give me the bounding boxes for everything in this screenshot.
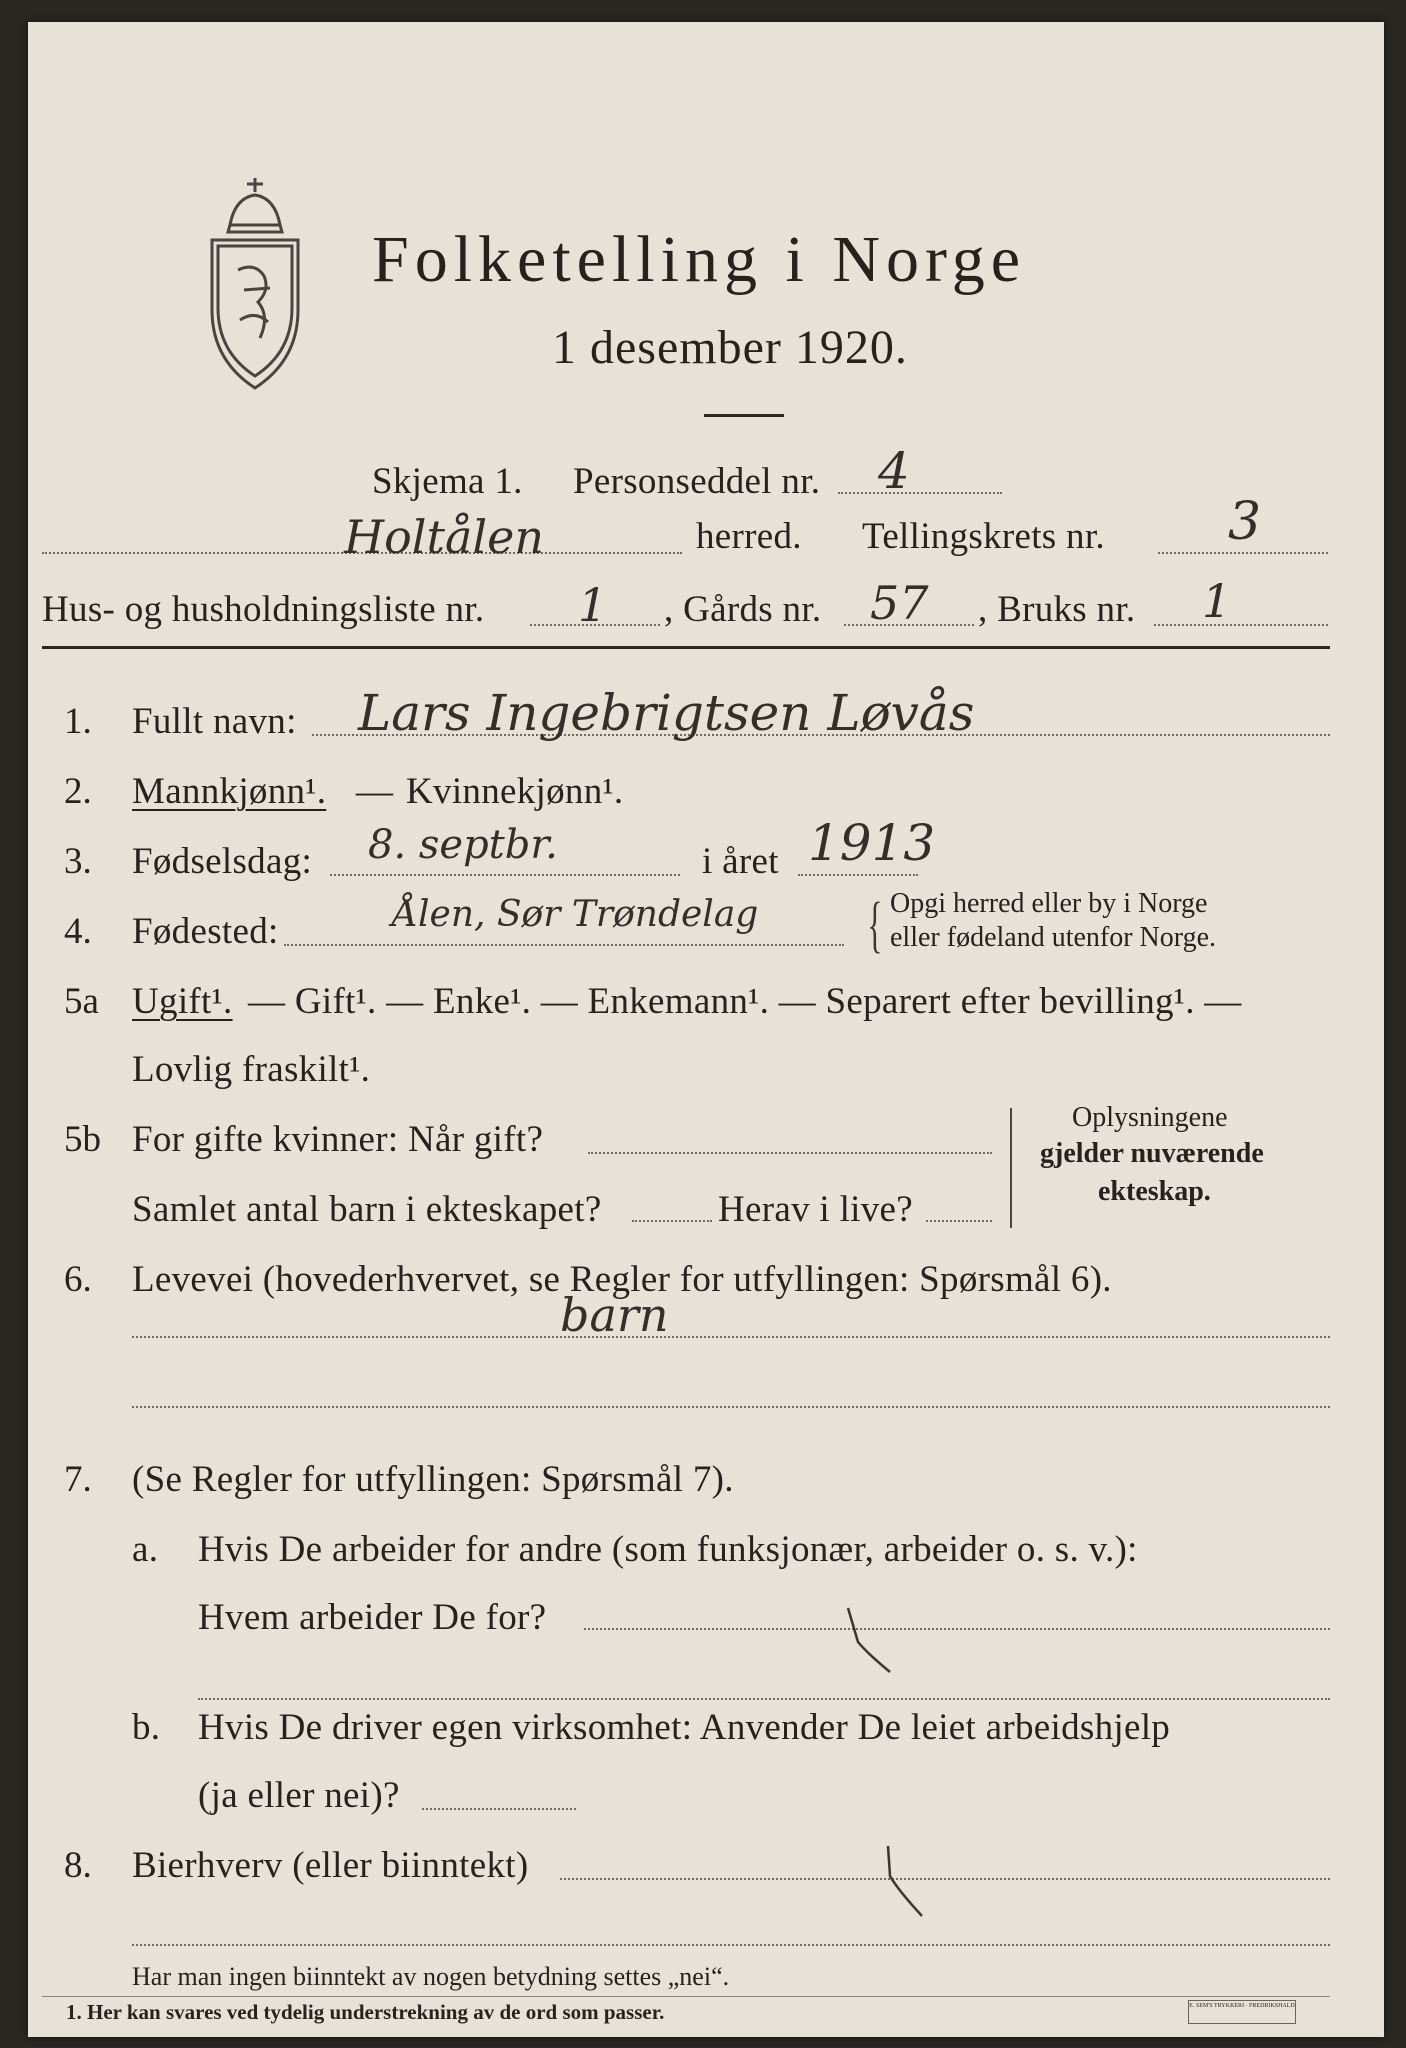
employer-label: Hvem arbeider De for? [198, 1597, 547, 1638]
birthday-value[interactable]: 8. septbr. [368, 822, 558, 868]
year-line [798, 874, 918, 876]
married-note-bracket [1010, 1108, 1012, 1228]
side-income-line-2 [132, 1944, 1330, 1946]
gender-separator: — [356, 771, 394, 812]
employer-line-2 [198, 1698, 1330, 1700]
year-label: i året [702, 841, 779, 882]
q4-number: 4. [64, 911, 92, 952]
q3-label: Fødselsdag: [132, 841, 313, 882]
status-options: — Gift¹. — Enke¹. — Enkemann¹. — Separert efter bevilling¹. — [248, 981, 1242, 1022]
children-label: Samlet antal barn i ekteskapet? [132, 1189, 602, 1230]
q7-number: 7. [64, 1459, 92, 1500]
footer-divider [42, 1996, 1330, 1997]
census-form-page [28, 22, 1384, 2037]
q7a-text: Hvis De arbeider for andre (som funksjonær, arbeider o. s. v.): [198, 1529, 1138, 1570]
q4-label: Fødested: [132, 911, 279, 952]
printer-stamp: E. SEM'S TRYKKERI · FREDRIKSHALD [1188, 2000, 1296, 2024]
q3-number: 3. [64, 841, 92, 882]
occupation-value[interactable]: barn [560, 1288, 669, 1342]
coat-of-arms-icon [200, 170, 310, 392]
full-name-value[interactable]: Lars Ingebrigtsen Løvås [358, 684, 975, 742]
married-note-2: gjelder nuværende [1040, 1138, 1264, 1169]
title-divider [704, 414, 784, 417]
status-ugift[interactable]: Ugift¹. [132, 981, 233, 1022]
footnote: 1. Her kan svares ved tydelig understrekning av de ord som passer. [66, 2000, 665, 2024]
bruks-line [1154, 624, 1328, 626]
bruks-value[interactable]: 1 [1202, 574, 1232, 628]
q7b-letter: b. [132, 1707, 161, 1748]
header-divider [42, 646, 1330, 649]
q5b-number: 5b [64, 1119, 101, 1160]
q1-label: Fullt navn: [132, 701, 297, 742]
personseddel-value[interactable]: 4 [878, 442, 910, 500]
skjema-label: Skjema 1. [372, 461, 523, 502]
q8-number: 8. [64, 1845, 92, 1886]
q6-number: 6. [64, 1259, 92, 1300]
married-note-1: Oplysningene [1072, 1102, 1228, 1133]
married-note-3: ekteskap. [1098, 1176, 1211, 1207]
birthplace-value[interactable]: Ålen, Sør Trøndelag [392, 894, 759, 935]
gards-value[interactable]: 57 [870, 576, 929, 630]
married-when-line [588, 1152, 992, 1154]
q7b-text: Hvis De driver egen virksomhet: Anvender De leiet arbeidshjelp [198, 1707, 1171, 1748]
status-fraskilt: Lovlig fraskilt¹. [132, 1049, 371, 1090]
birthday-line [330, 874, 680, 876]
alive-line [926, 1220, 992, 1222]
q5a-number: 5a [64, 981, 99, 1022]
birthplace-note-1: Opgi herred eller by i Norge [890, 888, 1208, 919]
occupation-line-2 [132, 1406, 1330, 1408]
gender-female[interactable]: Kvinnekjønn¹. [406, 771, 624, 812]
tellingskrets-line [1158, 552, 1328, 554]
birthplace-note-2: eller fødeland utenfor Norge. [890, 922, 1217, 953]
q2-number: 2. [64, 771, 92, 812]
husliste-value[interactable]: 1 [578, 578, 608, 632]
birthplace-brace: { [867, 891, 883, 959]
q1-number: 1. [64, 701, 92, 742]
dash-mark-icon-2 [868, 1842, 958, 1922]
children-line [632, 1220, 712, 1222]
birthplace-line [284, 944, 844, 946]
q8-label: Bierhverv (eller biinntekt) [132, 1845, 529, 1886]
hired-help-label: (ja eller nei)? [198, 1775, 400, 1816]
footer-note: Har man ingen biinntekt av nogen betydning settes „nei“. [132, 1962, 730, 1991]
form-title: Folketelling i Norge [372, 223, 1027, 296]
bruks-label: , Bruks nr. [978, 589, 1136, 630]
husliste-label: Hus- og husholdningsliste nr. [42, 589, 485, 630]
census-date: 1 desember 1920. [552, 321, 908, 374]
personseddel-line [838, 492, 1002, 494]
employer-line [584, 1628, 1330, 1630]
tellingskrets-value[interactable]: 3 [1228, 492, 1262, 552]
alive-label: Herav i live? [718, 1189, 913, 1230]
q6-label: Levevei (hovederhvervet, se Regler for utfyllingen: Spørsmål 6). [132, 1259, 1112, 1300]
q7a-letter: a. [132, 1529, 159, 1570]
tellingskrets-label: Tellingskrets nr. [862, 516, 1105, 557]
personseddel-label: Personseddel nr. [573, 461, 821, 502]
birth-year-value[interactable]: 1913 [808, 814, 936, 872]
dash-mark-icon [828, 1602, 918, 1682]
hired-help-line [422, 1808, 576, 1810]
married-when-label: For gifte kvinner: Når gift? [132, 1119, 544, 1160]
occupation-line [132, 1336, 1330, 1338]
herred-value[interactable]: Holtålen [344, 510, 544, 564]
gards-label: , Gårds nr. [664, 589, 822, 630]
herred-label: herred. [696, 516, 802, 557]
gender-male[interactable]: Mannkjønn¹. [132, 771, 327, 812]
q7-label: (Se Regler for utfyllingen: Spørsmål 7). [132, 1459, 734, 1500]
